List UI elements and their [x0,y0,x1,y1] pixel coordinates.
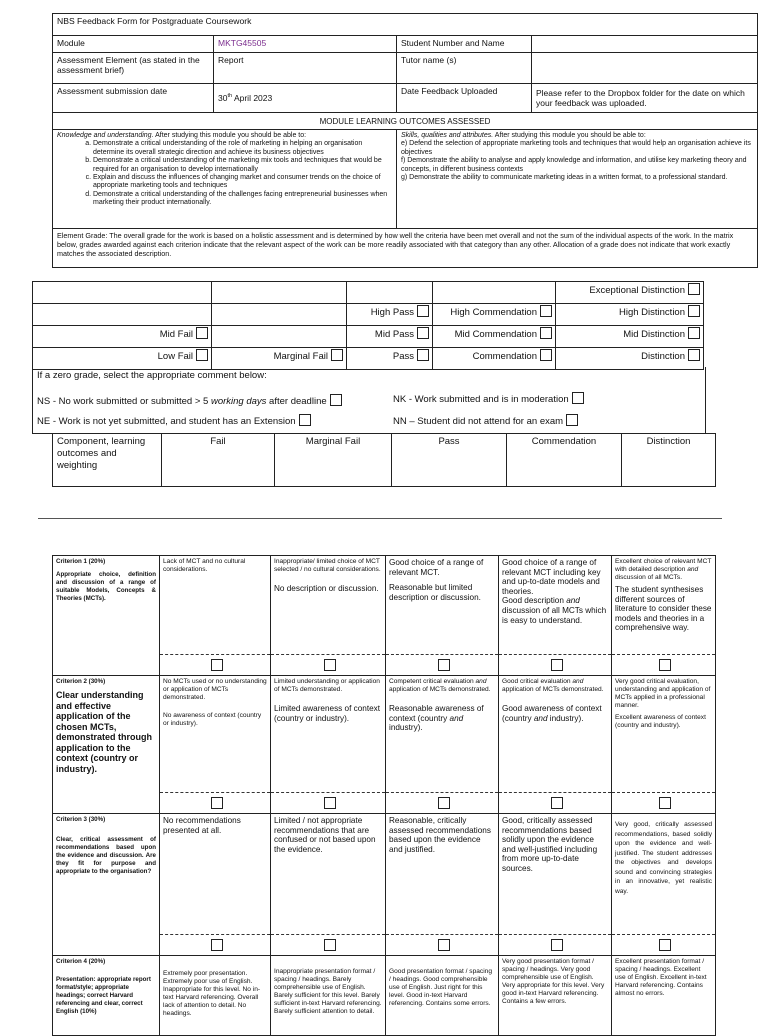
form-title: NBS Feedback Form for Postgraduate Coursework [53,14,758,36]
col-pass: Pass [392,434,507,487]
date-label: Assessment submission date [53,84,214,113]
checkbox[interactable] [438,939,450,951]
outcome-c: c. Explain and discuss the influences of changing market and consumer trends on the choice of appropriate marketing tools and techniques [93,174,392,191]
element-label: Assessment Element (as stated in the assessment brief) [53,53,214,84]
grade-mid-fail[interactable]: Mid Fail [33,326,212,348]
checkbox[interactable] [196,349,208,361]
checkbox[interactable] [438,659,450,671]
col-distinction: Distinction [622,434,716,487]
grade-table [32,281,704,370]
col-commendation: Commendation [507,434,622,487]
checkbox[interactable] [196,327,208,339]
c3-marginal-fail: Limited / not appropriate recommendations that are confused or not based upon the evidence. [271,814,386,956]
c1-marginal-fail: Inappropriate/ limited choice of MCT selected / no cultural considerations. No description or discussion. [271,556,386,676]
nn-option[interactable]: NN – Student did not attend for an exam [393,414,578,427]
zero-heading: If a zero grade, select the appropriate comment below: [37,370,267,381]
checkbox[interactable] [551,797,563,809]
rubric-table [52,555,716,1036]
grade-high-distinction[interactable]: High Distinction [556,304,704,326]
col-fail: Fail [162,434,275,487]
component-table [52,433,716,487]
zero-grade-section [32,367,706,434]
checkbox[interactable] [551,659,563,671]
ns-option[interactable]: NS - No work submitted or submitted > 5 working days after deadline [37,394,342,407]
date-value: 30th April 2023 [214,84,397,113]
criterion-2: Criterion 2 (30%) Clear understanding and effective application of the chosen MCTs, demonstrated through application to the context (country or industry). [53,676,160,814]
checkbox[interactable] [540,349,552,361]
header-table [52,13,758,268]
checkbox[interactable] [688,349,700,361]
feedback-value: Please refer to the Dropbox folder for the date on which your feedback was uploaded. [532,84,758,113]
tutor-label: Tutor name (s) [397,53,532,84]
c3-distinction: Very good, critically assessed recommendations, based solidly upon the evidence and well-justified. The student addresses the objectives and develops sound and convincing strategies in an innovative, yet realistic way. [612,814,716,956]
col-marginal-fail: Marginal Fail [275,434,392,487]
checkbox[interactable] [659,797,671,809]
checkbox[interactable] [324,659,336,671]
c3-fail: No recommendations presented at all. [160,814,271,956]
checkbox[interactable] [417,305,429,317]
c4-distinction: Excellent presentation format / spacing / headings. Excellent use of English. Excellent in-text Harvard referencing. Contains almost no errors. [612,956,716,1036]
module-value: MKTG45505 [214,36,397,53]
page-divider [38,518,722,519]
grade-commendation[interactable]: Commendation [433,348,556,370]
outcomes-left: Knowledge and understanding. After studying this module you should be able to: a. Demonstrate a critical understanding of the role of marketing in helping an organisation determine its overall strategic direction and achieve its business objectives b. Demonstrate a critical understanding of the marketing mix tools and techniques that would be required for an organisation to develop internationally c. Explain and discuss the influences of changing market and consumer trends on the choice of appropriate marketing tools and techniques d. Demonstrate a critical understanding of the challenges facing entrepreneurial businesses when marketing their product internationally. [53,130,397,229]
checkbox[interactable] [572,392,584,404]
c4-fail: Extremely poor presentation. Extremely poor use of English. Inappropriate for this level. No in-text Harvard referencing. Overall lack of attention to detail. No headings. [160,956,271,1036]
c1-distinction: Excellent choice of relevant MCT with detailed description and discussion of all MCTs. The student synthesises different sources of literature to consider these models and theories in a comprehensive way. [612,556,716,676]
checkbox[interactable] [211,797,223,809]
outcomes-heading: MODULE LEARNING OUTCOMES ASSESSED [53,113,758,130]
checkbox[interactable] [688,327,700,339]
grade-distinction[interactable]: Distinction [556,348,704,370]
c4-pass: Good presentation format / spacing / headings. Good comprehensible use of English. Just right for this level. Good in-text Harvard referencing. Contains some errors. [386,956,499,1036]
student-label: Student Number and Name [397,36,532,53]
c4-commendation: Very good presentation format / spacing / headings. Very good comprehensible use of English. Very appropriate for this level. Very good in-text Harvard referencing. Contains a few errors. [499,956,612,1036]
c2-fail: No MCTs used or no understanding or application of MCTs demonstrated. No awareness of context (country or industry). [160,676,271,814]
grade-mid-commendation[interactable]: Mid Commendation [433,326,556,348]
c2-distinction: Very good critical evaluation, understanding and application of MCTs applied in a professional manner. Excellent awareness of context (country and industry). [612,676,716,814]
c2-marginal-fail: Limited understanding or application of MCTs demonstrated. Limited awareness of context (country or industry). [271,676,386,814]
checkbox[interactable] [566,414,578,426]
c1-pass: Good choice of a range of relevant MCT. Reasonable but limited description or discussion. [386,556,499,676]
tutor-value[interactable] [532,53,758,84]
checkbox[interactable] [659,939,671,951]
c1-commendation: Good choice of a range of relevant MCT including key and up-to-date models and theories. Good description and discussion of all MCTs which is easy to understand. [499,556,612,676]
outcome-g: g) Demonstrate the ability to communicate marketing ideas in a written format, to a professional standard. [401,174,728,182]
criterion-3: Criterion 3 (30%) Clear, critical assessment of recommendations based upon the evidence and discussion. Are they fit for purpose and appropriate to the organisation? [53,814,160,956]
outcome-a: a. Demonstrate a critical understanding of the role of marketing in helping an organisation determine its overall strategic direction and achieve its business objectives [93,140,392,157]
c1-fail: Lack of MCT and no cultural considerations. [160,556,271,676]
checkbox[interactable] [551,939,563,951]
ne-option[interactable]: NE - Work is not yet submitted, and student has an Extension [37,414,311,427]
element-value: Report [214,53,397,84]
checkbox[interactable] [438,797,450,809]
component-label: Component, learning outcomes and weighting [53,434,162,487]
c3-pass: Reasonable, critically assessed recommendations based upon the evidence and justified. [386,814,499,956]
outcome-f: f) Demonstrate the ability to analyse and apply knowledge and information, and utilise key marketing theory and concepts, in different business contexts [401,157,747,173]
checkbox[interactable] [331,349,343,361]
checkbox[interactable] [211,659,223,671]
feedback-label: Date Feedback Uploaded [397,84,532,113]
checkbox[interactable] [417,349,429,361]
checkbox[interactable] [540,327,552,339]
grade-pass[interactable]: Pass [347,348,433,370]
outcome-b: b. Demonstrate a critical understanding of the marketing mix tools and techniques that would be required for an organisation to develop internationally [93,157,392,174]
checkbox[interactable] [324,939,336,951]
checkbox[interactable] [330,394,342,406]
checkbox[interactable] [417,327,429,339]
c3-commendation: Good, critically assessed recommendations based solidly upon the evidence and well-justified including from more up-to-date sources. [499,814,612,956]
c2-commendation: Good critical evaluation and application of MCTs demonstrated. Good awareness of context (country and industry). [499,676,612,814]
c2-pass: Competent critical evaluation and application of MCTs demonstrated. Reasonable awareness of context (country and industry). [386,676,499,814]
element-grade-text: Element Grade: The overall grade for the work is based on a holistic assessment and is determined by how well the criteria have been met overall and not the sum of the individual aspects of the work. In the matrix below, grades awarded against each criterion indicate that the relevant aspect of the work can be more readily associated with that category than any other. Allocation of a grade does not indicate that work exactly matches the associated description. [53,229,758,268]
student-value[interactable] [532,36,758,53]
outcomes-right: Skills, qualities and attributes. After studying this module you should be able to: e) Defend the selection of appropriate marketing tools and techniques that would help an organisation achieve its objectives f) Demonstrate the ability to analyse and apply knowledge and information, and utilise key marketing theory and concepts, in different business contexts g) Demonstrate the ability to communicate marketing ideas in a written format, to a professional standard. [397,130,758,229]
criterion-1: Criterion 1 (20%) Appropriate choice, definition and discussion of a range of suitable Models, Concepts & Theories (MCTs). [53,556,160,676]
checkbox[interactable] [324,797,336,809]
grade-exceptional-distinction[interactable]: Exceptional Distinction [556,282,704,304]
module-label: Module [53,36,214,53]
checkbox[interactable] [659,659,671,671]
grade-marginal-fail[interactable]: Marginal Fail [212,348,347,370]
checkbox[interactable] [688,283,700,295]
checkbox[interactable] [299,414,311,426]
grade-mid-distinction[interactable]: Mid Distinction [556,326,704,348]
nk-option[interactable]: NK - Work submitted and is in moderation [393,392,584,405]
grade-low-fail[interactable]: Low Fail [33,348,212,370]
grade-high-pass[interactable]: High Pass [347,304,433,326]
outcome-d: d. Demonstrate a critical understanding of the challenges facing entrepreneurial businesses when marketing their product internationally. [93,191,392,208]
outcome-e: e) Defend the selection of appropriate marketing tools and techniques that would help an organisation achieve its objectives [401,140,751,156]
grade-mid-pass[interactable]: Mid Pass [347,326,433,348]
criterion-4: Criterion 4 (20%) Presentation: appropriate report format/style; appropriate headings; correct Harvard referencing and clear, correct English (10%) [53,956,160,1036]
checkbox[interactable] [211,939,223,951]
c4-marginal-fail: Inappropriate presentation format / spacing / headings. Barely comprehensible use of English. Barely sufficient for this level. Barely sufficient in-text Harvard referencing. Barely sufficient attention to detail. [271,956,386,1036]
checkbox[interactable] [540,305,552,317]
checkbox[interactable] [688,305,700,317]
grade-high-commendation[interactable]: High Commendation [433,304,556,326]
